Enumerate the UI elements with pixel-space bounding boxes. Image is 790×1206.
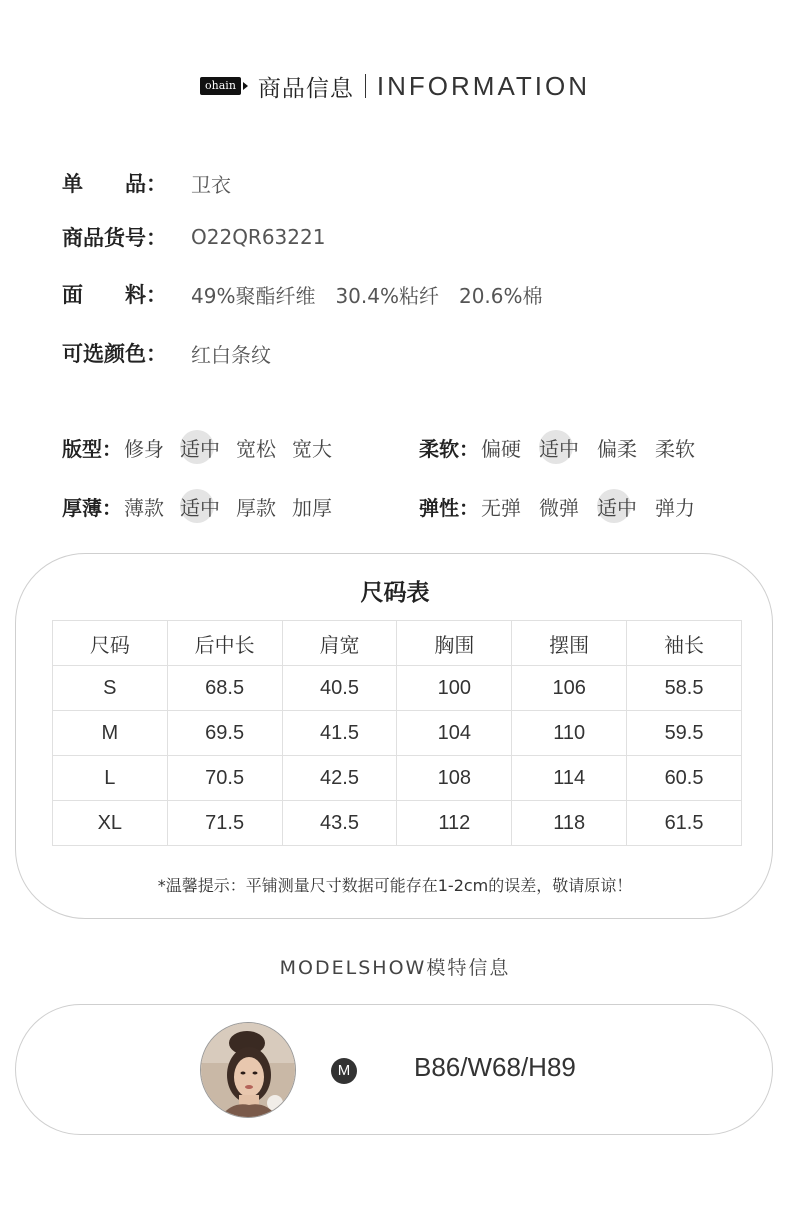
table-cell: 60.5 xyxy=(627,756,742,801)
table-cell: 106 xyxy=(512,666,627,711)
table-cell: 68.5 xyxy=(167,666,282,711)
model-heading: MODELSHOW模特信息 xyxy=(279,957,511,979)
table-header-row xyxy=(53,621,742,666)
attr-label: 柔软： xyxy=(419,436,479,461)
page-header xyxy=(0,66,790,106)
table-header-cell: 后中长 xyxy=(167,621,282,666)
attr-label: 弹性： xyxy=(419,495,479,520)
model-portrait-image xyxy=(201,1023,296,1118)
table-cell: 118 xyxy=(512,801,627,846)
table-cell: 110 xyxy=(512,711,627,756)
info-row-color xyxy=(62,338,271,368)
attr-option-selected: 适中 xyxy=(180,433,220,462)
info-value: 卫衣 xyxy=(191,172,231,197)
model-size-badge: M xyxy=(331,1058,357,1084)
info-value: O22QR63221 xyxy=(191,225,326,249)
size-chart-title: 尺码表 xyxy=(360,580,430,606)
table-row xyxy=(53,801,742,846)
table-cell: 114 xyxy=(512,756,627,801)
attr-softness xyxy=(419,427,711,467)
header-title-en: INFORMATION xyxy=(376,70,590,101)
info-label: 可选颜色： xyxy=(62,342,167,366)
table-cell: 112 xyxy=(397,801,512,846)
brand-logo: ohain xyxy=(200,77,241,95)
table-header-cell: 胸围 xyxy=(397,621,512,666)
table-cell: 59.5 xyxy=(627,711,742,756)
attr-fit xyxy=(62,427,348,467)
info-label: 单 品： xyxy=(62,172,167,196)
table-header-cell: 肩宽 xyxy=(282,621,397,666)
table-row xyxy=(53,666,742,711)
table-cell: XL xyxy=(53,801,168,846)
table-cell: L xyxy=(53,756,168,801)
attr-option: 弹力 xyxy=(655,495,695,520)
model-info-card xyxy=(15,1004,773,1135)
table-cell: 40.5 xyxy=(282,666,397,711)
attr-option-selected: 适中 xyxy=(180,492,220,521)
table-cell: 104 xyxy=(397,711,512,756)
attr-option: 无弹 xyxy=(481,495,521,520)
logo-arrow-icon xyxy=(243,82,248,90)
info-label: 面 料： xyxy=(62,283,167,307)
table-header-cell: 尺码 xyxy=(53,621,168,666)
table-cell: 42.5 xyxy=(282,756,397,801)
attr-option: 修身 xyxy=(124,436,164,461)
info-value: 49%聚酯纤维 30.4%粘纤 20.6%棉 xyxy=(191,283,543,308)
info-row-sku xyxy=(62,222,325,252)
table-cell: 43.5 xyxy=(282,801,397,846)
info-row-fabric xyxy=(62,279,543,309)
attr-option: 偏硬 xyxy=(481,436,521,461)
attr-option-selected: 适中 xyxy=(597,492,637,521)
table-cell: 58.5 xyxy=(627,666,742,711)
table-header-cell: 摆围 xyxy=(512,621,627,666)
attr-thickness xyxy=(62,486,348,526)
attr-option: 微弹 xyxy=(539,495,579,520)
attr-option: 宽大 xyxy=(292,436,332,461)
model-avatar xyxy=(200,1022,296,1118)
attr-option: 厚款 xyxy=(236,495,276,520)
attr-option: 加厚 xyxy=(292,495,332,520)
table-cell: 100 xyxy=(397,666,512,711)
attr-option: 宽松 xyxy=(236,436,276,461)
table-cell: 69.5 xyxy=(167,711,282,756)
table-row xyxy=(53,711,742,756)
attr-option: 柔软 xyxy=(655,436,695,461)
table-cell: 61.5 xyxy=(627,801,742,846)
table-cell: 71.5 xyxy=(167,801,282,846)
table-cell: 41.5 xyxy=(282,711,397,756)
attr-option-selected: 适中 xyxy=(539,433,579,462)
attr-elasticity xyxy=(419,486,711,526)
table-cell: 70.5 xyxy=(167,756,282,801)
attr-option: 薄款 xyxy=(124,495,164,520)
table-cell: S xyxy=(53,666,168,711)
attr-label: 版型： xyxy=(62,436,122,461)
table-cell: M xyxy=(53,711,168,756)
table-cell: 108 xyxy=(397,756,512,801)
attr-option: 偏柔 xyxy=(597,436,637,461)
size-table xyxy=(52,620,742,846)
info-row-item xyxy=(62,168,231,198)
header-divider xyxy=(365,74,366,98)
header-title-cn: 商品信息 xyxy=(257,75,354,102)
info-label: 商品货号： xyxy=(62,226,167,250)
table-row xyxy=(53,756,742,801)
table-header-cell: 袖长 xyxy=(627,621,742,666)
attr-label: 厚薄： xyxy=(62,495,122,520)
model-measurements: B86/W68/H89 xyxy=(414,1052,576,1082)
measurement-note: *温馨提示：平铺测量尺寸数据可能存在1-2cm的误差，敬请原谅！ xyxy=(157,876,633,895)
info-value: 红白条纹 xyxy=(191,342,271,367)
